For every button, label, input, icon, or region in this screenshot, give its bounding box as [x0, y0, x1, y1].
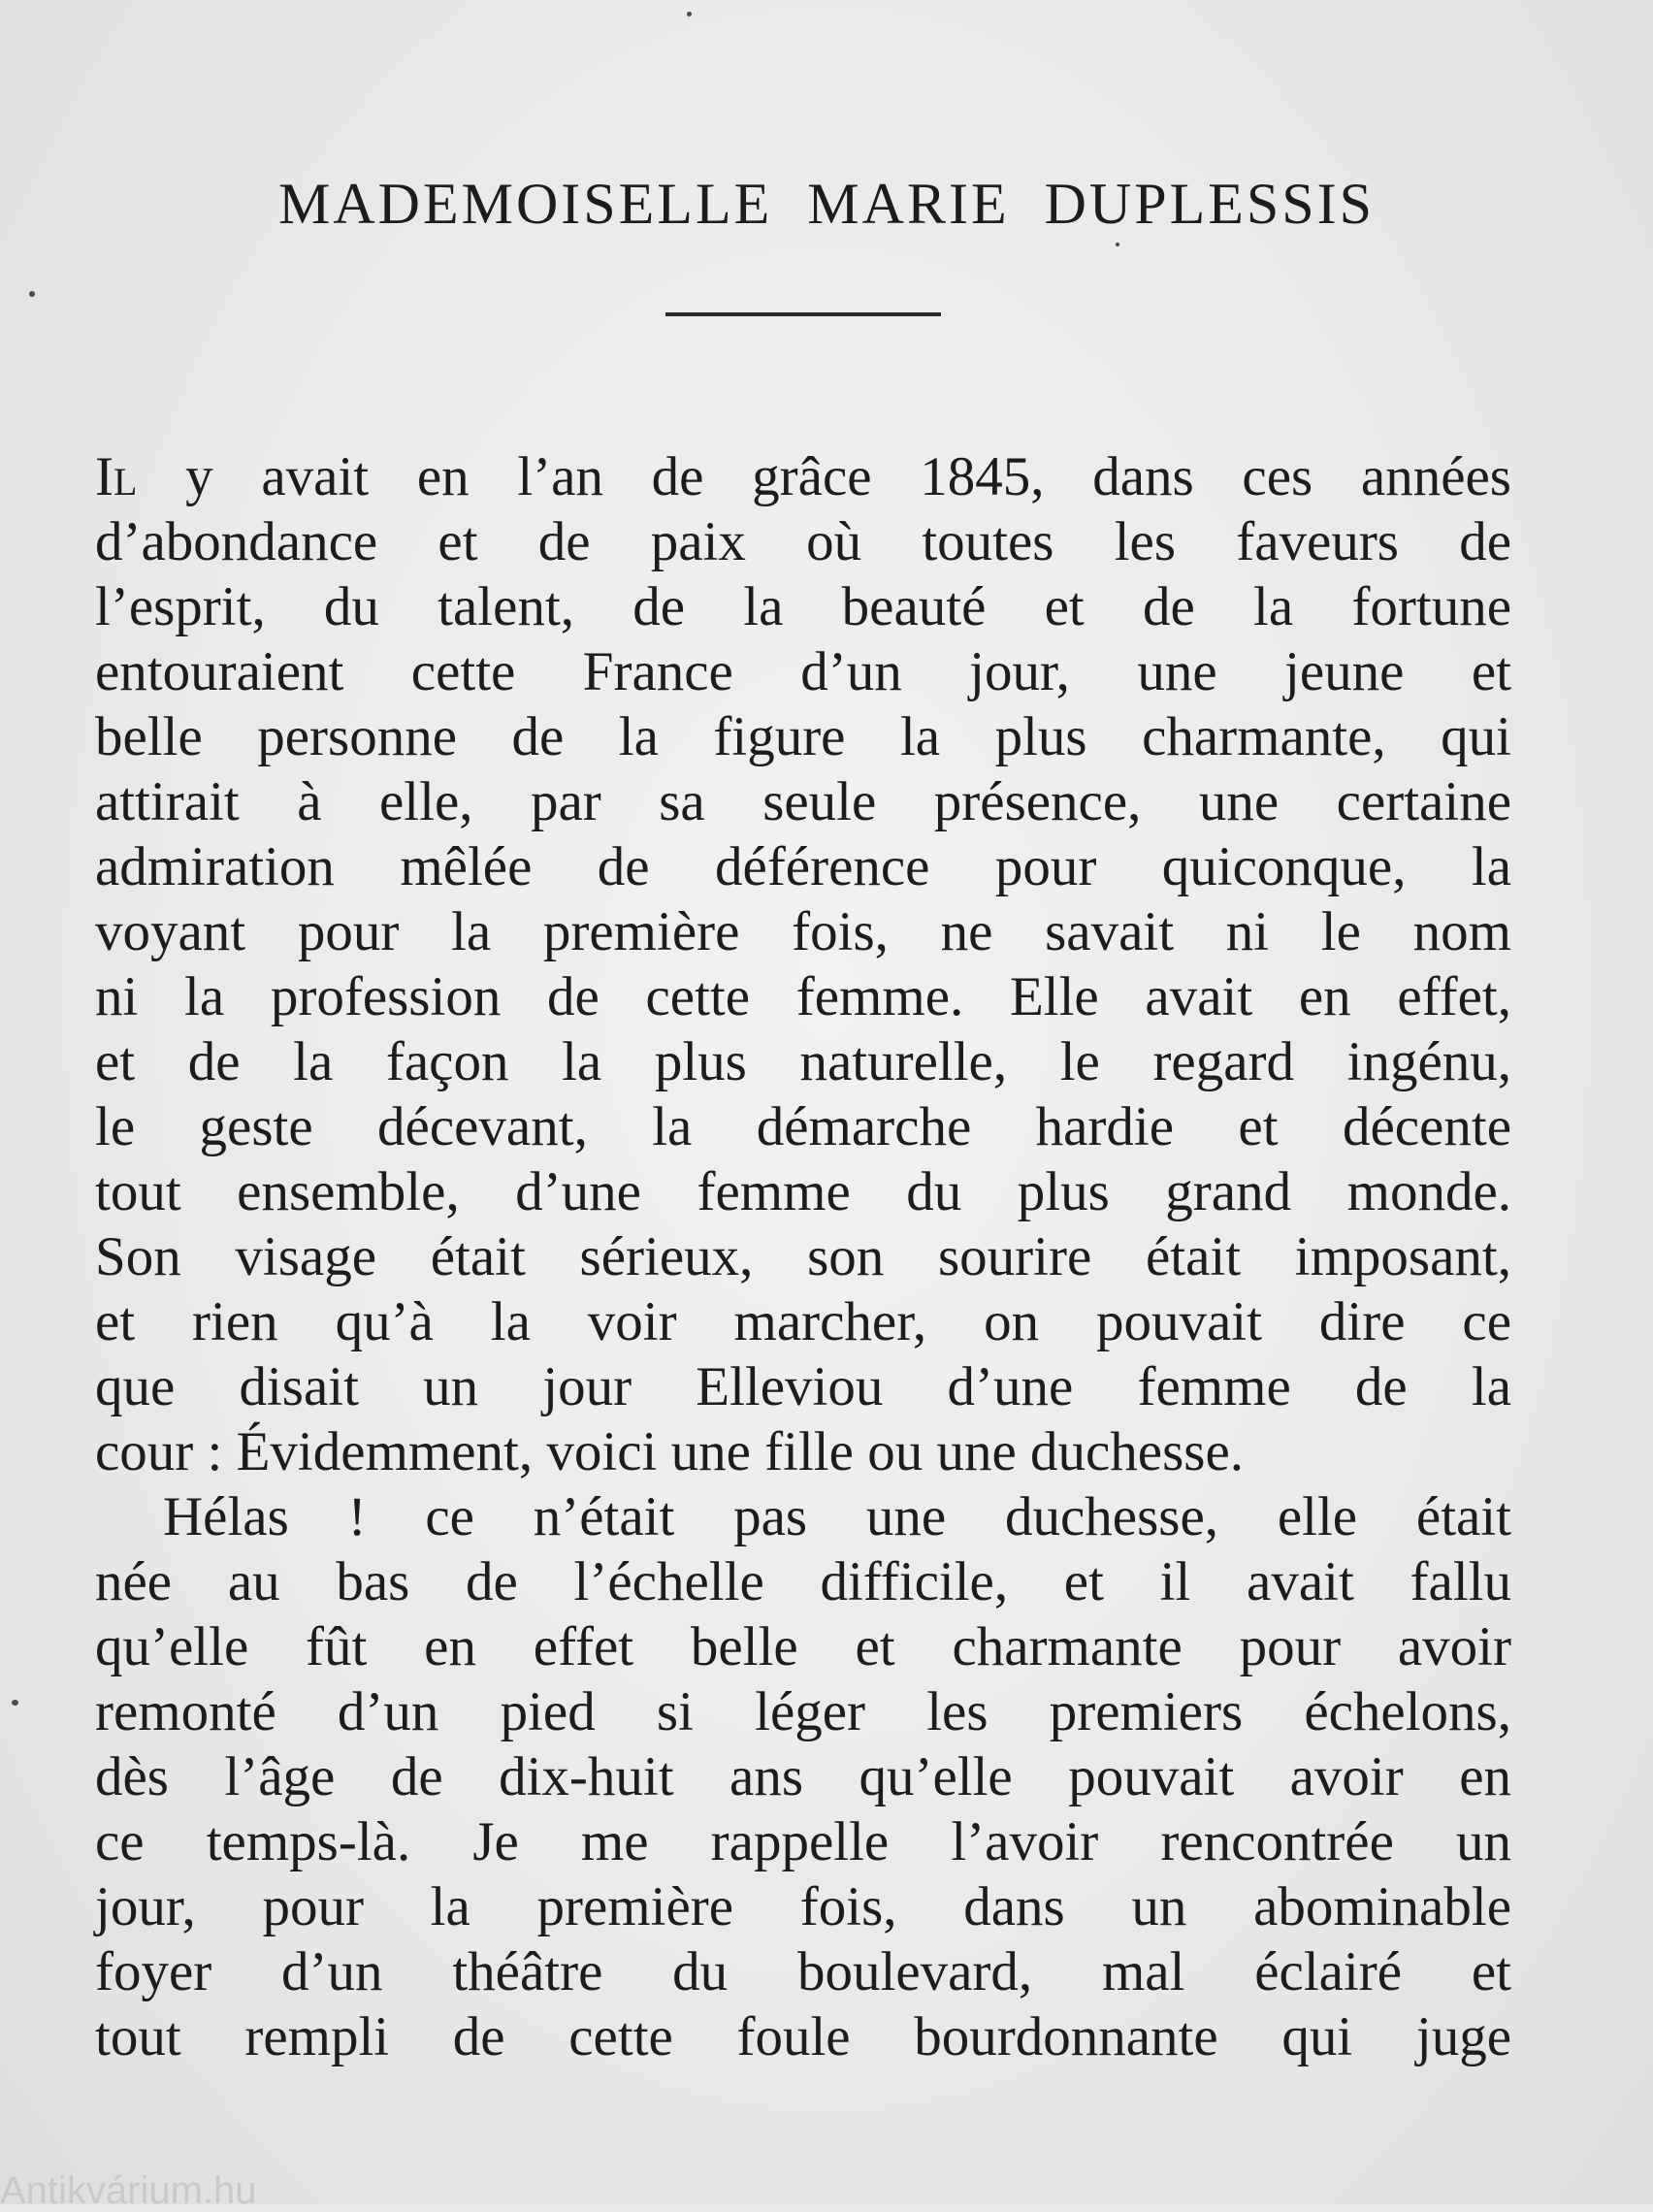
text-line: qu’elle fût en effet belle et charmante pour avoir — [95, 1616, 1511, 1677]
text-line: que disait un jour Elleviou d’une femme de la — [95, 1356, 1511, 1417]
paragraph-2 — [95, 1484, 1511, 2069]
chapter-body — [95, 444, 1511, 2069]
text-line: d’abondance et de paix où toutes les faveurs de — [95, 511, 1511, 572]
paper-speck — [29, 291, 35, 297]
text-line: foyer d’un théâtre du boulevard, mal éclairé et — [95, 1941, 1511, 2002]
watermark-text: Antikvárium.hu — [0, 2169, 257, 2212]
text-line: belle personne de la figure la plus charmante, qui — [95, 706, 1511, 767]
text-line: voyant pour la première fois, ne savait ni le nom — [95, 901, 1511, 962]
paragraph-1 — [95, 444, 1511, 1484]
text-line: Il y avait en l’an de grâce 1845, dans ces années — [95, 446, 1511, 507]
text-line: le geste décevant, la démarche hardie et décente — [95, 1096, 1511, 1157]
text-line: dès l’âge de dix-huit ans qu’elle pouvait avoir en — [95, 1746, 1511, 1807]
paper-speck — [1116, 243, 1119, 246]
text-line: attirait à elle, par sa seule présence, une certaine — [95, 771, 1511, 832]
chapter-title: MADEMOISELLE MARIE DUPLESSIS — [277, 172, 1376, 236]
dropcap-word: Il — [95, 446, 138, 507]
text-line: et de la façon la plus naturelle, le regard ingénu, — [95, 1031, 1511, 1092]
text-line: admiration mêlée de déférence pour quiconque, la — [95, 836, 1511, 897]
text-line: Hélas ! ce n’était pas une duchesse, elle était — [163, 1486, 1511, 1547]
text-line: tout rempli de cette foule bourdonnante qui juge — [95, 2006, 1511, 2067]
text-line: et rien qu’à la voir marcher, on pouvait dire ce — [95, 1291, 1511, 1352]
text-line: ce temps-là. Je me rappelle l’avoir rencontrée un — [95, 1811, 1511, 1872]
text-line: cour : Évidemment, voici une fille ou une duchesse. — [95, 1421, 1245, 1482]
paper-speck — [12, 1700, 18, 1706]
text-line: ni la profession de cette femme. Elle avait en effet, — [95, 966, 1511, 1027]
text-line: jour, pour la première fois, dans un abominable — [95, 1876, 1511, 1937]
title-rule — [665, 312, 941, 316]
paper-speck — [687, 12, 692, 16]
text-line: née au bas de l’échelle difficile, et il avait fallu — [95, 1551, 1511, 1612]
text-line: entouraient cette France d’un jour, une jeune et — [95, 641, 1511, 702]
text-line: l’esprit, du talent, de la beauté et de la fortune — [95, 576, 1511, 637]
text-line: Son visage était sérieux, son sourire était imposant, — [95, 1226, 1511, 1287]
text-line: remonté d’un pied si léger les premiers échelons, — [95, 1681, 1511, 1742]
text-line: tout ensemble, d’une femme du plus grand monde. — [95, 1161, 1511, 1222]
